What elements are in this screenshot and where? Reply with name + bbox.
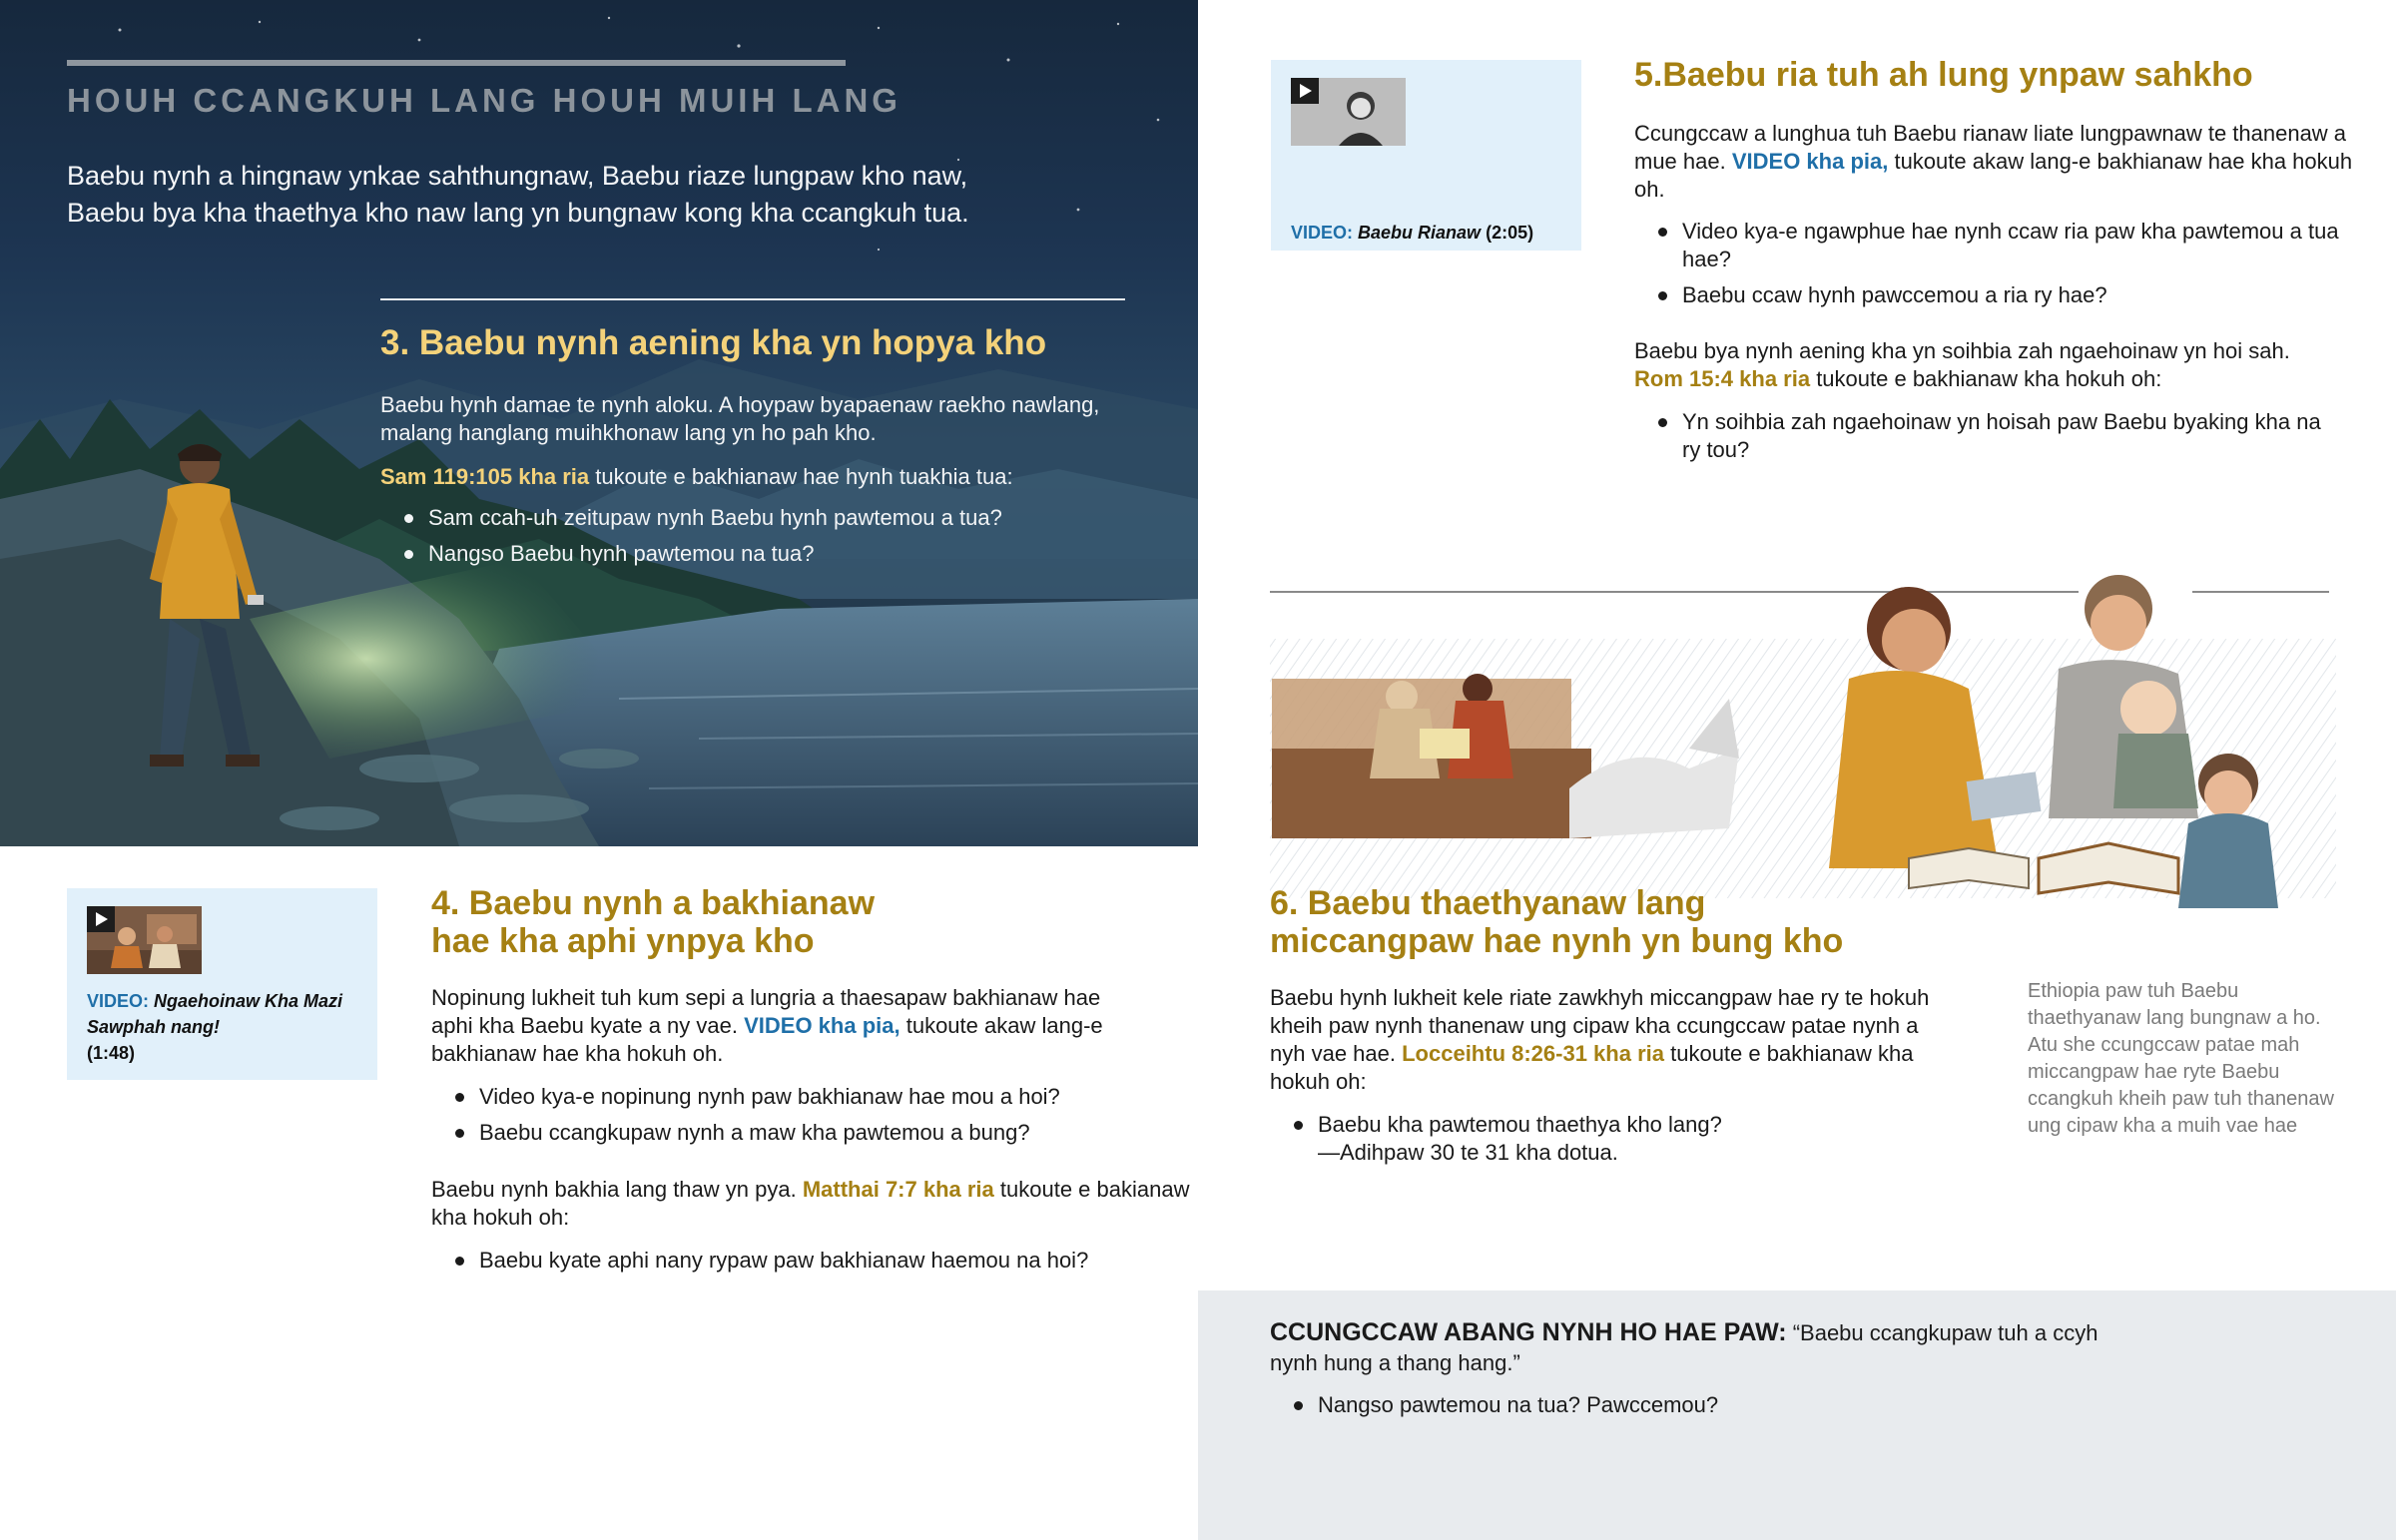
list-item: Nangso Baebu hynh pawtemou na tua? [404, 540, 1143, 568]
section4-questions [455, 1083, 1174, 1155]
scripture-reference-link[interactable]: Sam 119:105 kha ria [380, 464, 590, 489]
night-scene-panel [0, 0, 1198, 846]
scripture-reference-link[interactable]: Matthai 7:7 kha ria [802, 1177, 994, 1202]
section3-questions [404, 504, 1143, 576]
video-card-section4[interactable] [67, 888, 377, 1080]
video-caption: VIDEO: Baebu Rianaw (2:05) [1291, 223, 1534, 243]
list-item: Baebu ccangkupaw nynh a maw kha pawtemou a bung? [455, 1119, 1174, 1147]
play-icon[interactable] [87, 906, 115, 932]
intro-paragraph: Baebu nynh a hingnaw ynkae sahthungnaw, Baebu riaze lungpaw kho naw, Baebu bya kha thaethya kho naw lang yn bungnaw kong kha ccangkuh tua. [67, 161, 969, 228]
list-item: Baebu kyate aphi nany rypaw paw bakhianaw haemou na hoi? [455, 1247, 1174, 1275]
list-item: Video kya-e nopinung nynh paw bakhianaw hae mou a hoi? [455, 1083, 1174, 1111]
scripture-reference-link[interactable]: Locceihtu 8:26-31 kha ria [1402, 1041, 1664, 1066]
section4-title: 4. Baebu nynh a bakhianaw hae kha aphi ynpya kho [431, 884, 876, 960]
list-item: Video kya-e ngawphue hae nynh ccaw ria paw kha pawtemou a tua hae? [1658, 218, 2347, 273]
section-kicker: HOUH CCANGKUH LANG HOUH MUIH LANG [67, 82, 901, 119]
section5-questions2 [1658, 408, 2337, 472]
summary-questions [1294, 1391, 1718, 1419]
section4-body2: Baebu nynh bakhia lang thaw yn pya. Matthai 7:7 kha ria tukoute e bakianaw kha hokuh oh: [431, 1177, 1190, 1230]
section4-questions2 [455, 1247, 1174, 1283]
summary-text: CCUNGCCAW ABANG NYNH HO HAE PAW: “Baebu ccangkupaw tuh a ccyh nynh hung a thang hang.” [1270, 1318, 2098, 1375]
section3-title: 3. Baebu nynh aening kha yn hopya kho [380, 323, 1047, 362]
list-item: Baebu kha pawtemou thaethya kho lang? —Adihpaw 30 te 31 kha dotua. [1294, 1111, 1973, 1167]
video-caption: VIDEO: Ngaehoinaw Kha Mazi Sawphah nang! (1:48) [87, 991, 343, 1063]
play-icon[interactable] [1291, 78, 1319, 104]
illustration-caption: Ethiopia paw tuh Baebu thaethyanaw lang bungnaw a ho. Atu she ccungccaw patae mah miccangpaw hae ryte Baebu ccangkuh kheih paw tuh thanenaw ung cipaw kha a muih vae hae [2028, 980, 2334, 1137]
section4-body: Nopinung lukheit tuh kum sepi a lungria a thaesapaw bakhianaw hae aphi kha Baebu kyate a ny vae. VIDEO kha pia, tukoute akaw lang-e bakhianaw hae kha hokuh oh. [431, 985, 1103, 1066]
section5-body: Ccungccaw a lunghua tuh Baebu rianaw liate lungpawnaw te thanenaw a mue hae. VIDEO kha pia, tukoute akaw lang-e bakhianaw hae kha hokuh oh. [1634, 121, 2353, 202]
section6-questions [1294, 1111, 1973, 1175]
list-item: Nangso pawtemou na tua? Pawccemou? [1294, 1391, 1718, 1419]
list-item: Sam ccah-uh zeitupaw nynh Baebu hynh pawtemou a tua? [404, 504, 1143, 532]
scripture-reference-link[interactable]: Rom 15:4 kha ria [1634, 366, 1811, 391]
section5-title: 5.Baebu ria tuh ah lung ynpaw sahkho [1634, 56, 2253, 94]
video-thumbnail[interactable] [1291, 78, 1406, 146]
section3-reference-line: Sam 119:105 kha ria tukoute e bakhianaw hae hynh tuakhia tua: [380, 464, 1013, 489]
section3-body: Baebu hynh damae te nynh aloku. A hoypaw byapaenaw raekho nawlang, malang hanglang muihkhonaw lang yn ho pah kho. [380, 392, 1100, 445]
video-thumbnail[interactable] [87, 906, 202, 974]
section6-title: 6. Baebu thaethyanaw lang miccangpaw hae nynh yn bung kho [1270, 884, 1844, 960]
summary-heading: CCUNGCCAW ABANG NYNH HO HAE PAW: [1270, 1318, 1787, 1346]
kicker-rule [67, 60, 846, 66]
section3-rule [380, 298, 1125, 300]
video-link[interactable]: VIDEO kha pia, [1731, 149, 1889, 174]
section5-questions [1658, 218, 2347, 317]
list-item: Yn soihbia zah ngaehoinaw yn hoisah paw Baebu byaking kha na ry tou? [1658, 408, 2337, 464]
section6-body: Baebu hynh lukheit kele riate zawkhyh miccangpaw hae ry te hokuh kheih paw nynh thanenaw ung cipaw kha ccungccaw patae nynh a nyh vae hae. Locceihtu 8:26-31 kha ria tukoute e bakhianaw kha hokuh oh: [1270, 985, 1930, 1094]
video-card-section5[interactable] [1271, 60, 1581, 251]
section5-body2: Baebu bya nynh aening kha yn soihbia zah ngaehoinaw yn hoi sah. Rom 15:4 kha ria tukoute e bakhianaw kha hokuh oh: [1634, 338, 2290, 391]
list-item: Baebu ccaw hynh pawccemou a ria ry hae? [1658, 281, 2347, 309]
video-link[interactable]: VIDEO kha pia, [744, 1013, 900, 1038]
